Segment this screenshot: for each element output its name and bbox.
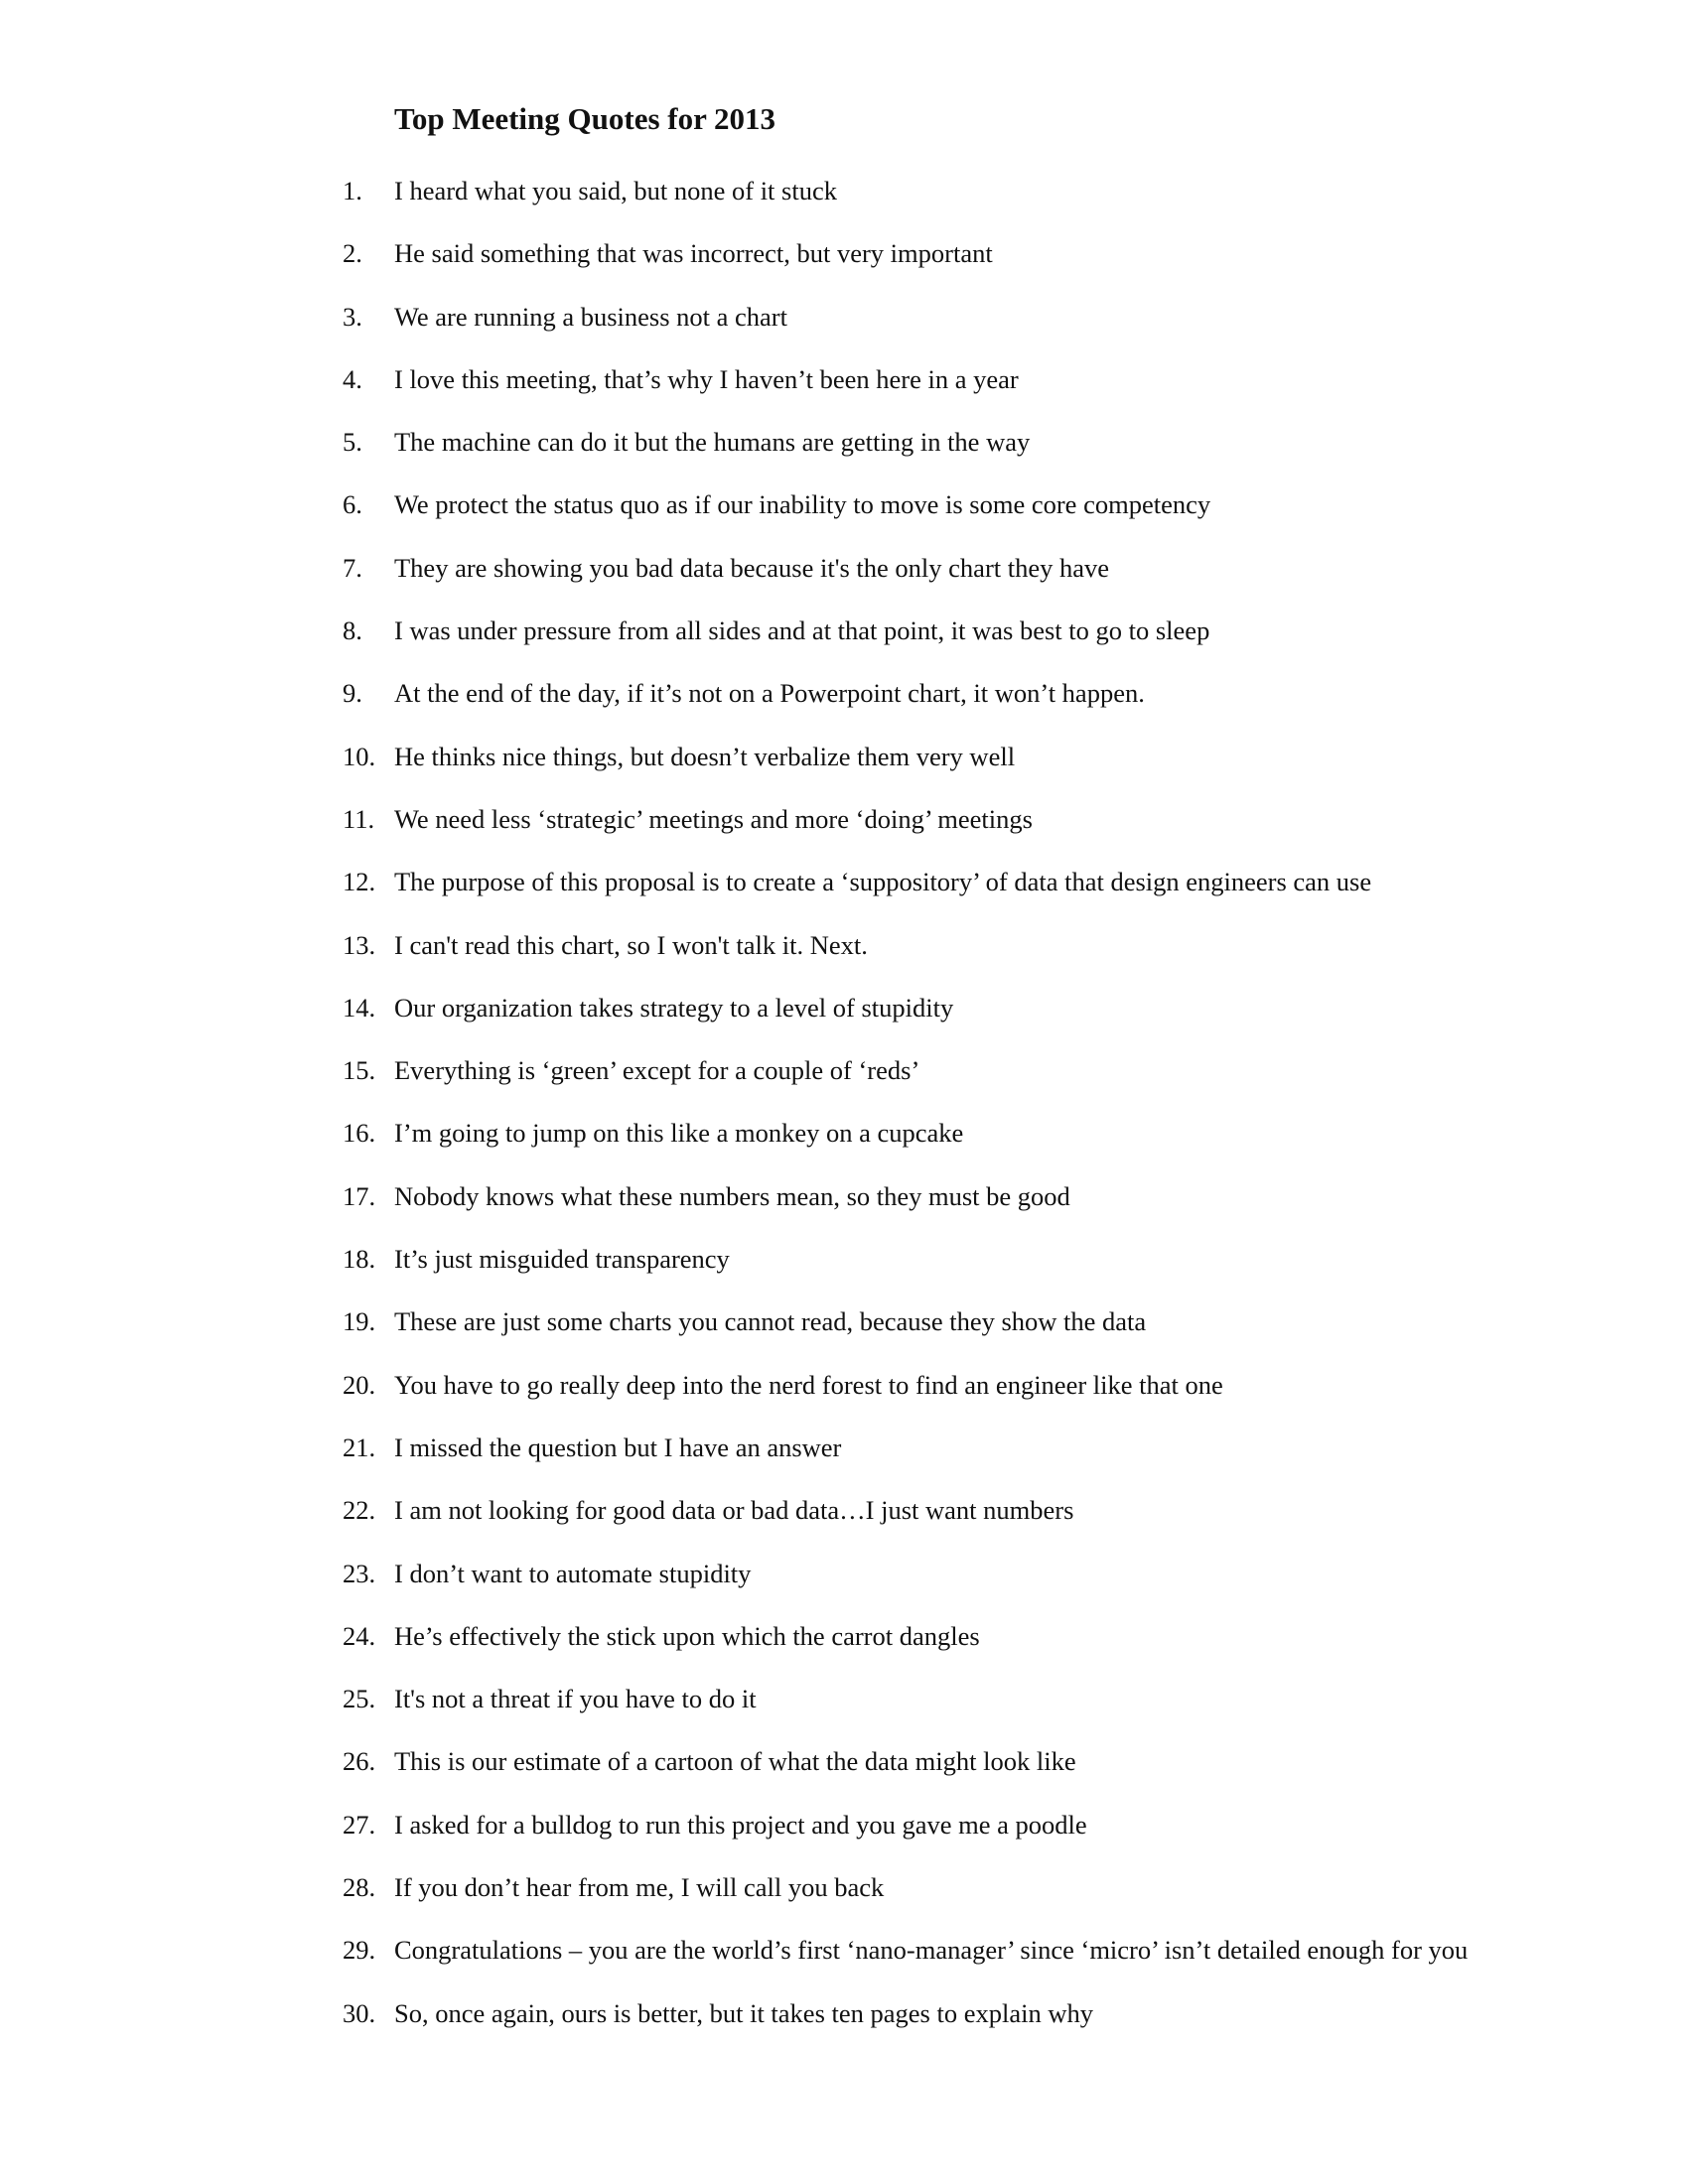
list-item [0, 862, 1688, 924]
list-item-text: We protect the status quo as if our inability to move is some core competency [394, 489, 1211, 520]
list-item [0, 1805, 1688, 1867]
list-item-number: 7. [343, 552, 362, 583]
list-item [0, 988, 1688, 1050]
list-item-text: We need less ‘strategic’ meetings and more ‘doing’ meetings [394, 803, 1033, 834]
list-item-text: You have to go really deep into the nerd forest to find an engineer like that one [394, 1369, 1223, 1400]
list-item [0, 1741, 1688, 1804]
list-item-number: 19. [343, 1306, 376, 1337]
list-item-number: 29. [343, 1935, 376, 1966]
list-item [0, 1239, 1688, 1301]
list-item [0, 548, 1688, 611]
list-item-text: I can't read this chart, so I won't talk it. Next. [394, 929, 868, 960]
list-item-number: 15. [343, 1055, 376, 1086]
list-item-number: 24. [343, 1620, 376, 1651]
list-item [0, 1867, 1688, 1930]
list-item [0, 484, 1688, 547]
list-item-number: 18. [343, 1244, 376, 1275]
list-item [0, 611, 1688, 673]
list-item-number: 20. [343, 1369, 376, 1400]
list-item [0, 1679, 1688, 1741]
list-item-number: 25. [343, 1684, 376, 1714]
list-item-number: 8. [343, 615, 362, 646]
list-item-text: Our organization takes strategy to a level of stupidity [394, 992, 954, 1023]
list-item-number: 2. [343, 238, 362, 269]
list-item-text: These are just some charts you cannot read, because they show the data [394, 1306, 1147, 1337]
list-item-number: 12. [343, 867, 376, 897]
quote-list [0, 171, 1688, 2056]
list-item-number: 27. [343, 1809, 376, 1840]
list-item-number: 23. [343, 1558, 376, 1588]
list-item [0, 1050, 1688, 1113]
list-item [0, 1616, 1688, 1679]
list-item-text: The machine can do it but the humans are getting in the way [394, 427, 1031, 458]
list-item-number: 26. [343, 1746, 376, 1777]
list-item-text: Congratulations – you are the world’s first ‘nano-manager’ since ‘micro’ isn’t detailed enough for you [394, 1935, 1469, 1966]
list-item-text: It’s just misguided transparency [394, 1244, 730, 1275]
list-item-text: The purpose of this proposal is to create a ‘suppository’ of data that design engineers can use [394, 867, 1372, 897]
list-item [0, 1554, 1688, 1616]
page-title: Top Meeting Quotes for 2013 [394, 101, 776, 136]
list-item [0, 422, 1688, 484]
list-item-number: 11. [343, 803, 375, 834]
list-item-text: If you don’t hear from me, I will call you back [394, 1872, 885, 1903]
list-item-number: 9. [343, 678, 362, 709]
list-item-text: Everything is ‘green’ except for a couple of ‘reds’ [394, 1055, 920, 1086]
list-item-text: He thinks nice things, but doesn’t verbalize them very well [394, 741, 1016, 771]
list-item-number: 5. [343, 427, 362, 458]
list-item [0, 1365, 1688, 1428]
list-item [0, 737, 1688, 799]
list-item [0, 1930, 1688, 1992]
list-item-number: 6. [343, 489, 362, 520]
list-item [0, 171, 1688, 233]
list-item-text: I was under pressure from all sides and at that point, it was best to go to sleep [394, 615, 1210, 646]
list-item-text: I don’t want to automate stupidity [394, 1558, 752, 1588]
list-item-text: I’m going to jump on this like a monkey on a cupcake [394, 1118, 964, 1149]
list-item-text: It's not a threat if you have to do it [394, 1684, 757, 1714]
list-item [0, 359, 1688, 422]
list-item-text: I missed the question but I have an answer [394, 1432, 842, 1462]
list-item-text: I asked for a bulldog to run this project and you gave me a poodle [394, 1809, 1087, 1840]
list-item [0, 1176, 1688, 1239]
list-item-number: 14. [343, 992, 376, 1023]
list-item [0, 1490, 1688, 1553]
list-item-number: 21. [343, 1432, 376, 1462]
list-item-number: 28. [343, 1872, 376, 1903]
list-item [0, 1113, 1688, 1175]
list-item [0, 673, 1688, 736]
list-item-number: 17. [343, 1180, 376, 1211]
list-item [0, 799, 1688, 862]
list-item-text: They are showing you bad data because it's the only chart they have [394, 552, 1110, 583]
list-item-number: 13. [343, 929, 376, 960]
list-item-text: This is our estimate of a cartoon of what the data might look like [394, 1746, 1076, 1777]
list-item-text: At the end of the day, if it’s not on a Powerpoint chart, it won’t happen. [394, 678, 1145, 709]
list-item-number: 22. [343, 1495, 376, 1526]
list-item-number: 1. [343, 176, 362, 205]
list-item [0, 925, 1688, 988]
list-item-number: 10. [343, 741, 376, 771]
list-item [0, 1428, 1688, 1490]
list-item-number: 4. [343, 363, 362, 394]
list-item-text: We are running a business not a chart [394, 301, 787, 332]
list-item-text: I love this meeting, that’s why I haven’t been here in a year [394, 363, 1019, 394]
list-item-text: He’s effectively the stick upon which the carrot dangles [394, 1620, 980, 1651]
list-item [0, 1301, 1688, 1364]
list-item-number: 16. [343, 1118, 376, 1149]
list-item-text: I am not looking for good data or bad data…I just want numbers [394, 1495, 1074, 1526]
list-item-number: 3. [343, 301, 362, 332]
list-item-number: 30. [343, 1997, 376, 2028]
list-item [0, 233, 1688, 296]
list-item-text: Nobody knows what these numbers mean, so they must be good [394, 1180, 1070, 1211]
list-item-text: So, once again, ours is better, but it takes ten pages to explain why [394, 1997, 1093, 2028]
list-item-text: I heard what you said, but none of it stuck [394, 176, 837, 205]
list-item-text: He said something that was incorrect, but very important [394, 238, 993, 269]
list-item [0, 297, 1688, 359]
list-item [0, 1993, 1688, 2056]
